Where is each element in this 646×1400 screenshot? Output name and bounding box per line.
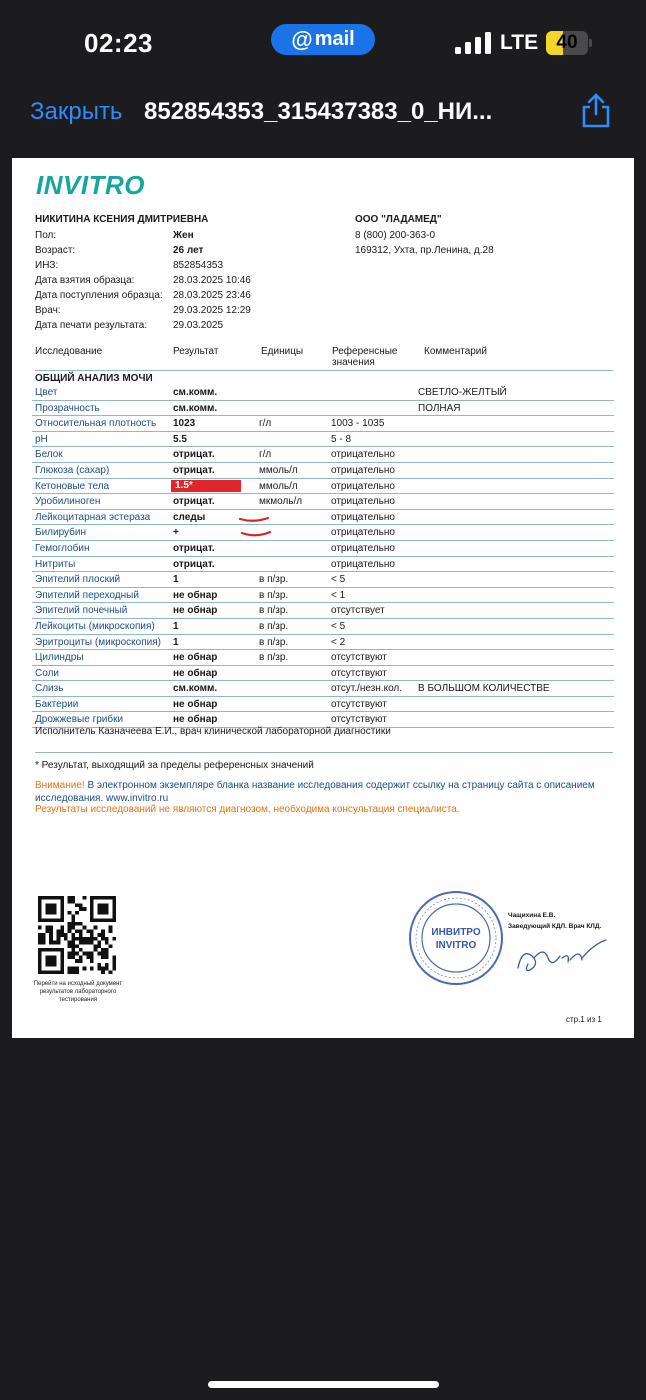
table-header [35,346,613,370]
reference-value: отрицательно [331,511,395,523]
table-row [32,697,614,713]
header-units: Единицы [261,346,304,357]
comment-value: СВЕТЛО-ЖЕЛТЫЙ [418,387,507,398]
unit-value: г/л [259,449,272,461]
battery-icon [546,31,592,55]
result-value: не обнар [173,714,218,726]
header-ref: Референсные значения [332,346,398,368]
document-title: 852854353_315437383_0_НИ... [144,98,493,125]
table-row [32,510,614,526]
header-test: Исследование [35,346,103,357]
performer-line: Исполнитель Казначеева Е.И., врач клинической лабораторной диагностики [35,726,391,737]
result-value: 1 [173,620,179,632]
test-name-link[interactable]: Билирубин [35,527,86,539]
handwritten-signature [510,928,610,978]
header-comment: Комментарий [424,346,487,357]
result-value: 1 [173,574,179,586]
reference-value: отрицательно [331,542,395,554]
table-row [32,463,614,479]
reference-value: отсутствуют [331,698,387,710]
mail-app-pill[interactable] [271,24,375,55]
section-title: ОБЩИЙ АНАЛИЗ МОЧИ [35,370,613,384]
table-row [32,541,614,557]
result-value: см.комм. [173,387,218,398]
result-value: не обнар [173,605,218,617]
table-row [32,681,614,697]
test-name-link[interactable]: Лейкоцитарная эстераза [35,511,151,523]
lab-info [355,214,615,260]
reference-value: 5 - 8 [331,433,352,445]
result-value: не обнар [173,698,218,710]
table-row [32,479,614,495]
test-name-link[interactable]: Глюкоза (сахар) [35,464,110,476]
reference-value: отрицательно [331,496,395,508]
test-name-link[interactable]: Лейкоциты (микроскопия) [35,620,155,632]
reference-value: < 1 [331,589,346,601]
footnote: * Результат, выходящий за пределы референсных значений [35,760,314,771]
table-row [32,557,614,573]
result-value: не обнар [173,589,218,601]
unit-value: в п/зр. [259,636,289,648]
page-number: стр.1 из 1 [566,1015,602,1024]
test-name-link[interactable]: Относительная плотность [35,418,157,430]
unit-value: ммоль/л [259,464,298,476]
lab-name: ООО "ЛАДАМЕД" [355,214,442,225]
info-row: Дата печати результата: 29.03.2025 [35,320,224,331]
result-value: отрицат. [173,542,215,554]
viewer-nav-bar [0,92,646,136]
svg-text:ИНВИТРО: ИНВИТРО [431,927,481,938]
at-sign-icon: @ [291,26,313,52]
warning-text: Внимание! В электронном экземпляре бланка название исследования содержит ссылку на страницу сайта с описанием исследования. www.invitro.ru [35,780,595,804]
test-name-link[interactable]: Эпителий переходный [35,589,139,601]
table-row [32,635,614,651]
pen-underline-marks [238,513,274,541]
reference-value: отсут./незн.кол. [331,683,403,695]
flagged-result: 1.5* [171,480,241,492]
table-row [32,666,614,682]
comment-value: В БОЛЬШОМ КОЛИЧЕСТВЕ [418,683,550,695]
table-row [32,588,614,604]
test-name-link[interactable]: Белок [35,449,63,461]
reference-value: 1003 - 1035 [331,418,385,430]
home-indicator[interactable] [208,1381,439,1388]
test-name-link[interactable]: Гемоглобин [35,542,90,554]
result-value: 1023 [173,418,196,430]
patient-info [35,214,355,335]
result-value: отрицат. [173,464,215,476]
test-name-link[interactable]: Прозрачность [35,402,100,414]
invitro-logo: INVITRO [36,170,145,200]
unit-value: в п/зр. [259,574,289,586]
reference-value: отрицательно [331,480,395,492]
qr-code-icon[interactable] [38,896,116,974]
test-name-link[interactable]: Бактерии [35,698,79,710]
info-row: Врач: 29.03.2025 12:29 [35,305,251,316]
divider [35,752,613,753]
unit-value: г/л [259,418,272,430]
lab-seal-stamp [406,888,506,988]
result-value: не обнар [173,652,218,664]
unit-value: в п/зр. [259,652,289,664]
result-value: не обнар [173,667,218,679]
info-row: Пол: Жен [35,230,194,241]
cellular-signal-icon [455,32,491,54]
info-row: Дата взятия образца: 28.03.2025 10:46 [35,275,251,286]
reference-value: отсутствует [331,605,385,617]
unit-value: в п/зр. [259,620,289,632]
reference-value: отсутствуют [331,652,387,664]
close-button[interactable]: Закрыть [30,98,123,125]
lab-phone: 8 (800) 200-363-0 [355,230,436,241]
result-value: отрицат. [173,496,215,508]
result-value: + [173,527,179,539]
unit-value: ммоль/л [259,480,298,492]
test-name-link[interactable]: Эпителий плоский [35,574,121,586]
test-name-link[interactable]: pH [35,433,48,445]
test-name-link[interactable]: Эритроциты (микроскопия) [35,636,161,648]
reference-value: отрицательно [331,449,395,461]
result-value: см.комм. [173,402,218,414]
result-value: 1 [173,636,179,648]
network-type: LTE [500,31,539,54]
table-row [32,494,614,510]
disclaimer: Результаты исследований не являются диагнозом, необходима консультация специалиста. [35,804,460,815]
table-row [32,650,614,666]
info-row: Возраст: 26 лет [35,245,204,256]
result-value: отрицат. [173,449,215,461]
reference-value: отрицательно [331,558,395,570]
test-name-link[interactable]: Цилиндры [35,652,84,664]
table-row [32,525,614,541]
reference-value: отсутствуют [331,667,387,679]
table-row [32,432,614,448]
table-row [32,572,614,588]
test-name-link[interactable]: Цвет [35,387,58,398]
reference-value: отрицательно [331,464,395,476]
unit-value: мкмоль/л [259,496,303,508]
test-name-link[interactable]: Кетоновые тела [35,480,110,492]
reference-value: отрицательно [331,527,395,539]
lab-address: 169312, Ухта, пр.Ленина, д.28 [355,245,494,256]
table-row [32,603,614,619]
results-table [32,385,614,728]
reference-value: отсутствуют [331,714,387,726]
table-row [32,447,614,463]
battery-percent: 40 [556,32,578,53]
unit-value: в п/зр. [259,605,289,617]
test-name-link[interactable]: Уробилиноген [35,496,101,508]
test-name-link[interactable]: Нитриты [35,558,76,570]
qr-caption: Перейти на исходный документ результатов лабораторного тестирования [33,981,123,1003]
signer: Чащихина Е.В. Заведующий КДЛ. Врач КЛД. [508,912,602,930]
lab-result-document [12,158,634,1038]
result-value: следы [173,511,206,523]
patient-name: НИКИТИНА КСЕНИЯ ДМИТРИЕВНА [35,214,209,225]
test-name-link[interactable]: Соли [35,667,59,679]
table-row [32,416,614,432]
svg-text:INVITRO: INVITRO [435,940,477,951]
table-row [32,401,614,417]
result-value: 5.5 [173,433,187,445]
result-value: см.комм. [173,683,218,695]
header-result: Результат [173,346,219,357]
test-name-link[interactable]: Дрожжевые грибки [35,714,124,726]
table-row [32,385,614,401]
table-row [32,619,614,635]
share-icon[interactable] [580,92,612,128]
status-bar [0,0,646,88]
reference-value: < 2 [331,636,346,648]
info-row: Дата поступления образца: 28.03.2025 23:46 [35,290,251,301]
info-row: ИНЗ: 852854353 [35,260,224,271]
reference-value: < 5 [331,574,346,586]
unit-value: в п/зр. [259,589,289,601]
test-name-link[interactable]: Слизь [35,683,64,695]
mail-label: mail [314,28,355,50]
result-value: отрицат. [173,558,215,570]
reference-value: < 5 [331,620,346,632]
clock: 02:23 [84,28,153,58]
comment-value: ПОЛНАЯ [418,402,461,414]
test-name-link[interactable]: Эпителий почечный [35,605,128,617]
